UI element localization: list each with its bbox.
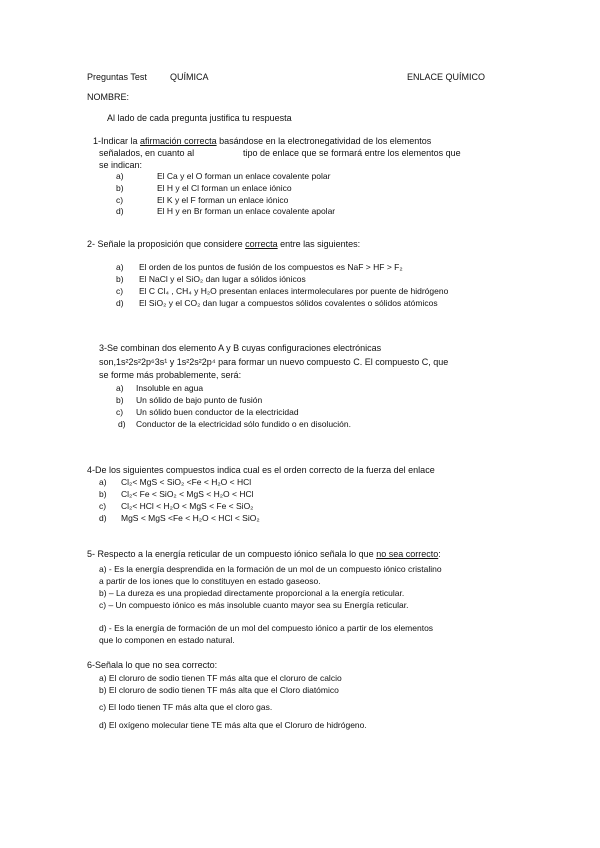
q4-option-letter: d) xyxy=(99,513,107,523)
q1-text-b: basándose en la electronegatividad de los elementos xyxy=(216,136,432,146)
q5-text-b: : xyxy=(438,549,441,559)
q3-option-letter: d) xyxy=(118,419,126,429)
q4-option-text: MgS < MgS <Fe < H₂O < HCl < SiO₂ xyxy=(121,513,260,523)
q5-text-underlined: no sea correcto xyxy=(376,549,439,559)
q3-option-text: Un sólido de bajo punto de fusión xyxy=(136,395,263,405)
q1-option-letter: a) xyxy=(116,171,124,181)
q4-option-letter: b) xyxy=(99,489,107,499)
q3-option-letter: a) xyxy=(116,383,124,393)
q4-option-text: Cl₂< Fe < SiO₂ < MgS < H₂O < HCl xyxy=(121,489,254,499)
q2-option-text: El orden de los puntos de fusión de los compuestos es NaF > HF > F₂ xyxy=(139,262,403,272)
q3-line1: 3-Se combinan dos elemento A y B cuyas configuraciones electrónicas xyxy=(99,343,382,353)
q5-option-d-line2: que lo componen en estado natural. xyxy=(99,635,235,645)
q1-option-text: El Ca y el O forman un enlace covalente polar xyxy=(157,171,331,181)
q1-option-text: El H y en Br forman un enlace covalente apolar xyxy=(157,206,336,216)
q2-text-underlined: correcta xyxy=(245,239,278,249)
q2-option-text: El NaCl y el SiO₂ dan lugar a sólidos iónicos xyxy=(139,274,306,284)
q5-option-c: c) – Un compuesto iónico es más insoluble cuanto mayor sea su Energía reticular. xyxy=(99,600,409,610)
q5-option-d-line1: d) - Es la energía de formación de un mol del compuesto iónico a partir de los elementos xyxy=(99,623,434,633)
header-right: ENLACE QUÍMICO xyxy=(407,72,486,82)
q4-option-text: Cl₂< HCl < H₂O < MgS < Fe < SiO₂ xyxy=(121,501,254,511)
q6-option-a: a) El cloruro de sodio tienen TF más alta que el cloruro de calcio xyxy=(99,673,342,683)
q1-option-letter: b) xyxy=(116,183,124,193)
q1-line3: se indican: xyxy=(99,160,143,170)
q1-line1 xyxy=(93,136,431,147)
q1-option-text: El K y el F forman un enlace iónico xyxy=(157,195,289,205)
q2-option-letter: c) xyxy=(116,286,124,296)
q2-text-b: entre las siguientes: xyxy=(277,239,361,249)
header-subject: QUÍMICA xyxy=(170,72,209,82)
q6-option-d: d) El oxígeno molecular tiene TE más alta que el Cloruro de hidrógeno. xyxy=(99,720,367,730)
q2-option-letter: d) xyxy=(116,298,124,308)
q6-option-c: c) El Iodo tienen TF más alta que el cloro gas. xyxy=(99,702,273,712)
q3-option-letter: c) xyxy=(116,407,124,417)
q1-number: 1- xyxy=(93,136,102,146)
q1-text-underlined: afirmación correcta xyxy=(140,136,217,146)
instruction: Al lado de cada pregunta justifica tu respuesta xyxy=(107,113,292,123)
q1-option-letter: c) xyxy=(116,195,124,205)
q2-option-letter: a) xyxy=(116,262,124,272)
q3-line3: se forme más probablemente, será: xyxy=(99,370,242,380)
q4-option-letter: c) xyxy=(99,501,107,511)
q6-option-b: b) El cloruro de sodio tienen TF más alta que el Cloro diatómico xyxy=(99,685,339,695)
q3-option-text: Insoluble en agua xyxy=(136,383,204,393)
q2-line1 xyxy=(87,239,360,250)
q2-option-text: El SiO₂ y el CO₂ dan lugar a compuestos sólidos covalentes o sólidos atómicos xyxy=(139,298,438,308)
q5-text-a: 5- Respecto a la energía reticular de un compuesto iónico señala lo que xyxy=(87,549,377,559)
q4-option-letter: a) xyxy=(99,477,107,487)
q3-option-text: Un sólido buen conductor de la electricidad xyxy=(136,407,299,417)
q1-option-text: El H y el Cl forman un enlace iónico xyxy=(157,183,292,193)
q1-line2a: señalados, en cuanto al xyxy=(99,148,195,158)
q2-option-text: El C Cl₄ , CH₄ y H₂O presentan enlaces intermoleculares por puente de hidrógeno xyxy=(139,286,449,296)
q5-option-a-line1: a) - Es la energía desprendida en la formación de un mol de un compuesto iónico cristalino xyxy=(99,564,442,574)
q1-option-letter: d) xyxy=(116,206,124,216)
q3-option-letter: b) xyxy=(116,395,124,405)
q5-line1 xyxy=(87,549,441,560)
q3-line2: son,1s²2s²2p⁶3s¹ y 1s²2s²2p⁴ para formar un nuevo compuesto C. El compuesto C, que xyxy=(99,357,449,367)
q5-option-a-line2: a partir de los iones que lo constituyen en estado gaseoso. xyxy=(99,576,321,586)
nombre-label: NOMBRE: xyxy=(87,92,130,102)
q2-text-a: 2- Señale la proposición que considere xyxy=(87,239,246,249)
q5-option-b: b) – La dureza es una propiedad directamente proporcional a la energía reticular. xyxy=(99,588,405,598)
header-left: Preguntas Test xyxy=(87,72,147,82)
q4-line1: 4-De los siguientes compuestos indica cual es el orden correcto de la fuerza del enlace xyxy=(87,465,435,475)
q2-option-letter: b) xyxy=(116,274,124,284)
q1-text-a: Indicar la xyxy=(101,136,141,146)
q1-line2b: tipo de enlace que se formará entre los elementos que xyxy=(243,148,461,158)
q4-option-text: Cl₂< MgS < SiO₂ <Fe < H₂O < HCl xyxy=(121,477,252,487)
q3-option-text: Conductor de la electricidad sólo fundido o en disolución. xyxy=(136,419,351,429)
q6-line1: 6-Señala lo que no sea correcto: xyxy=(87,660,218,670)
